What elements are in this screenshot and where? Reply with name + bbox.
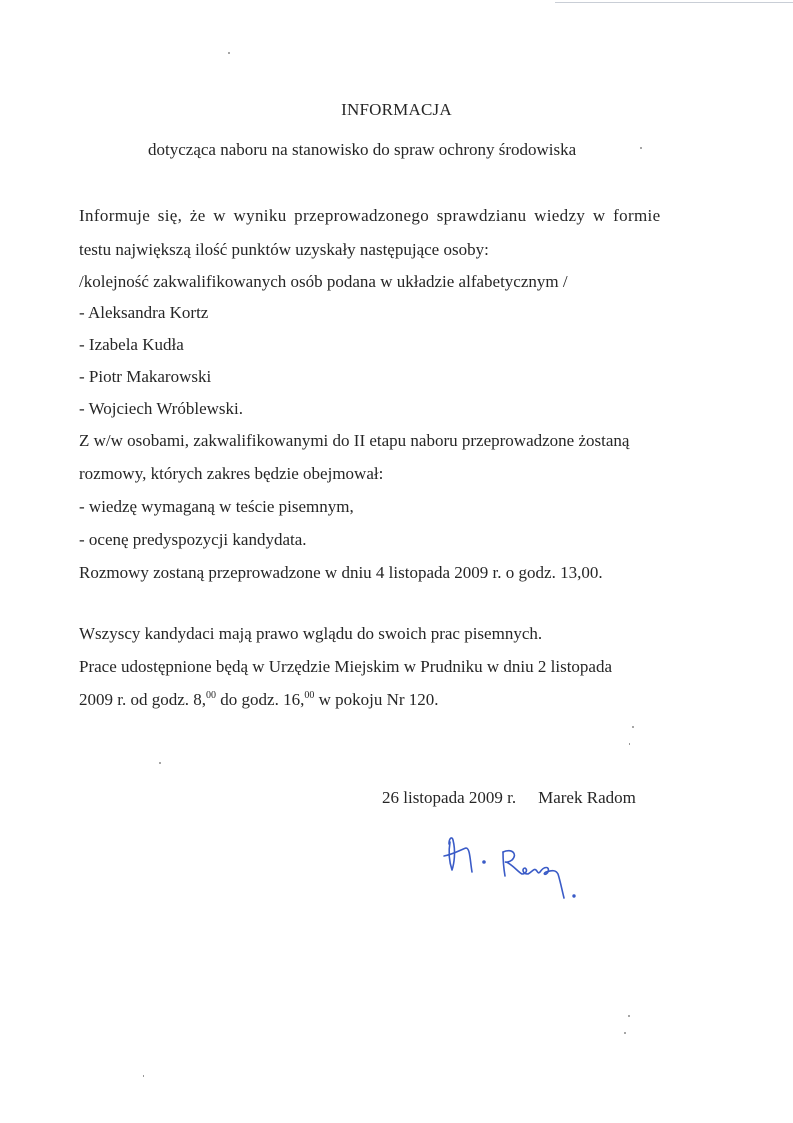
scan-speck (640, 147, 642, 149)
scan-edge-line (555, 2, 793, 3)
access-time-text: do godz. 16, (216, 690, 305, 709)
scan-speck (628, 1015, 630, 1017)
scan-speck (159, 762, 161, 764)
interview-line-1: Z w/w osobami, zakwalifikowanymi do II etapu naboru przeprowadzone żostaną (79, 431, 630, 450)
scan-speck (143, 1075, 144, 1077)
interview-line-3: - wiedzę wymaganą w teście pisemnym, (79, 497, 354, 516)
access-time-text: 2009 r. od godz. 8, (79, 690, 207, 709)
interview-date-line: Rozmowy zostaną przeprowadzone w dniu 4 listopada 2009 r. o godz. 13,00. (79, 563, 603, 582)
interview-line-2: rozmowy, których zakres będzie obejmował: (79, 464, 384, 483)
signature-block (382, 788, 636, 808)
access-room-text: w pokoju Nr 120. (314, 690, 439, 709)
handwritten-signature-icon (440, 826, 620, 906)
document-subtitle: dotycząca naboru na stanowisko do spraw ochrony środowiska (148, 140, 577, 159)
candidate-item: - Piotr Makarowski (79, 367, 212, 386)
intro-line-2: testu największą ilość punktów uzyskały następujące osoby: (79, 240, 489, 259)
candidate-item: - Izabela Kudła (79, 335, 184, 354)
superscript-minutes: 00 (206, 690, 217, 701)
interview-line-4: - ocenę predyspozycji kandydata. (79, 530, 307, 549)
access-line-1: Wszyscy kandydaci mają prawo wglądu do swoich prac pisemnych. (79, 624, 543, 643)
candidate-item: - Wojciech Wróblewski. (79, 399, 243, 418)
intro-line-3: /kolejność zakwalifikowanych osób podana w układzie alfabetycznym / (79, 272, 568, 291)
scan-speck (624, 1032, 626, 1034)
scan-speck (228, 52, 230, 54)
candidate-item: - Aleksandra Kortz (79, 303, 209, 322)
intro-line-1: Informuje się, że w wyniku przeprowadzonego sprawdzianu wiedzy w formie (79, 206, 661, 225)
scan-speck (629, 743, 630, 745)
superscript-minutes: 00 (304, 690, 315, 701)
scan-speck (632, 726, 634, 728)
signature-date: 26 listopada 2009 r. (382, 788, 517, 807)
access-line-2: Prace udostępnione będą w Urzędzie Miejskim w Prudniku w dniu 2 listopada (79, 657, 613, 676)
access-line-3 (79, 690, 439, 710)
signatory-name: Marek Radom (538, 788, 636, 807)
document-title: INFORMACJA (341, 100, 452, 119)
